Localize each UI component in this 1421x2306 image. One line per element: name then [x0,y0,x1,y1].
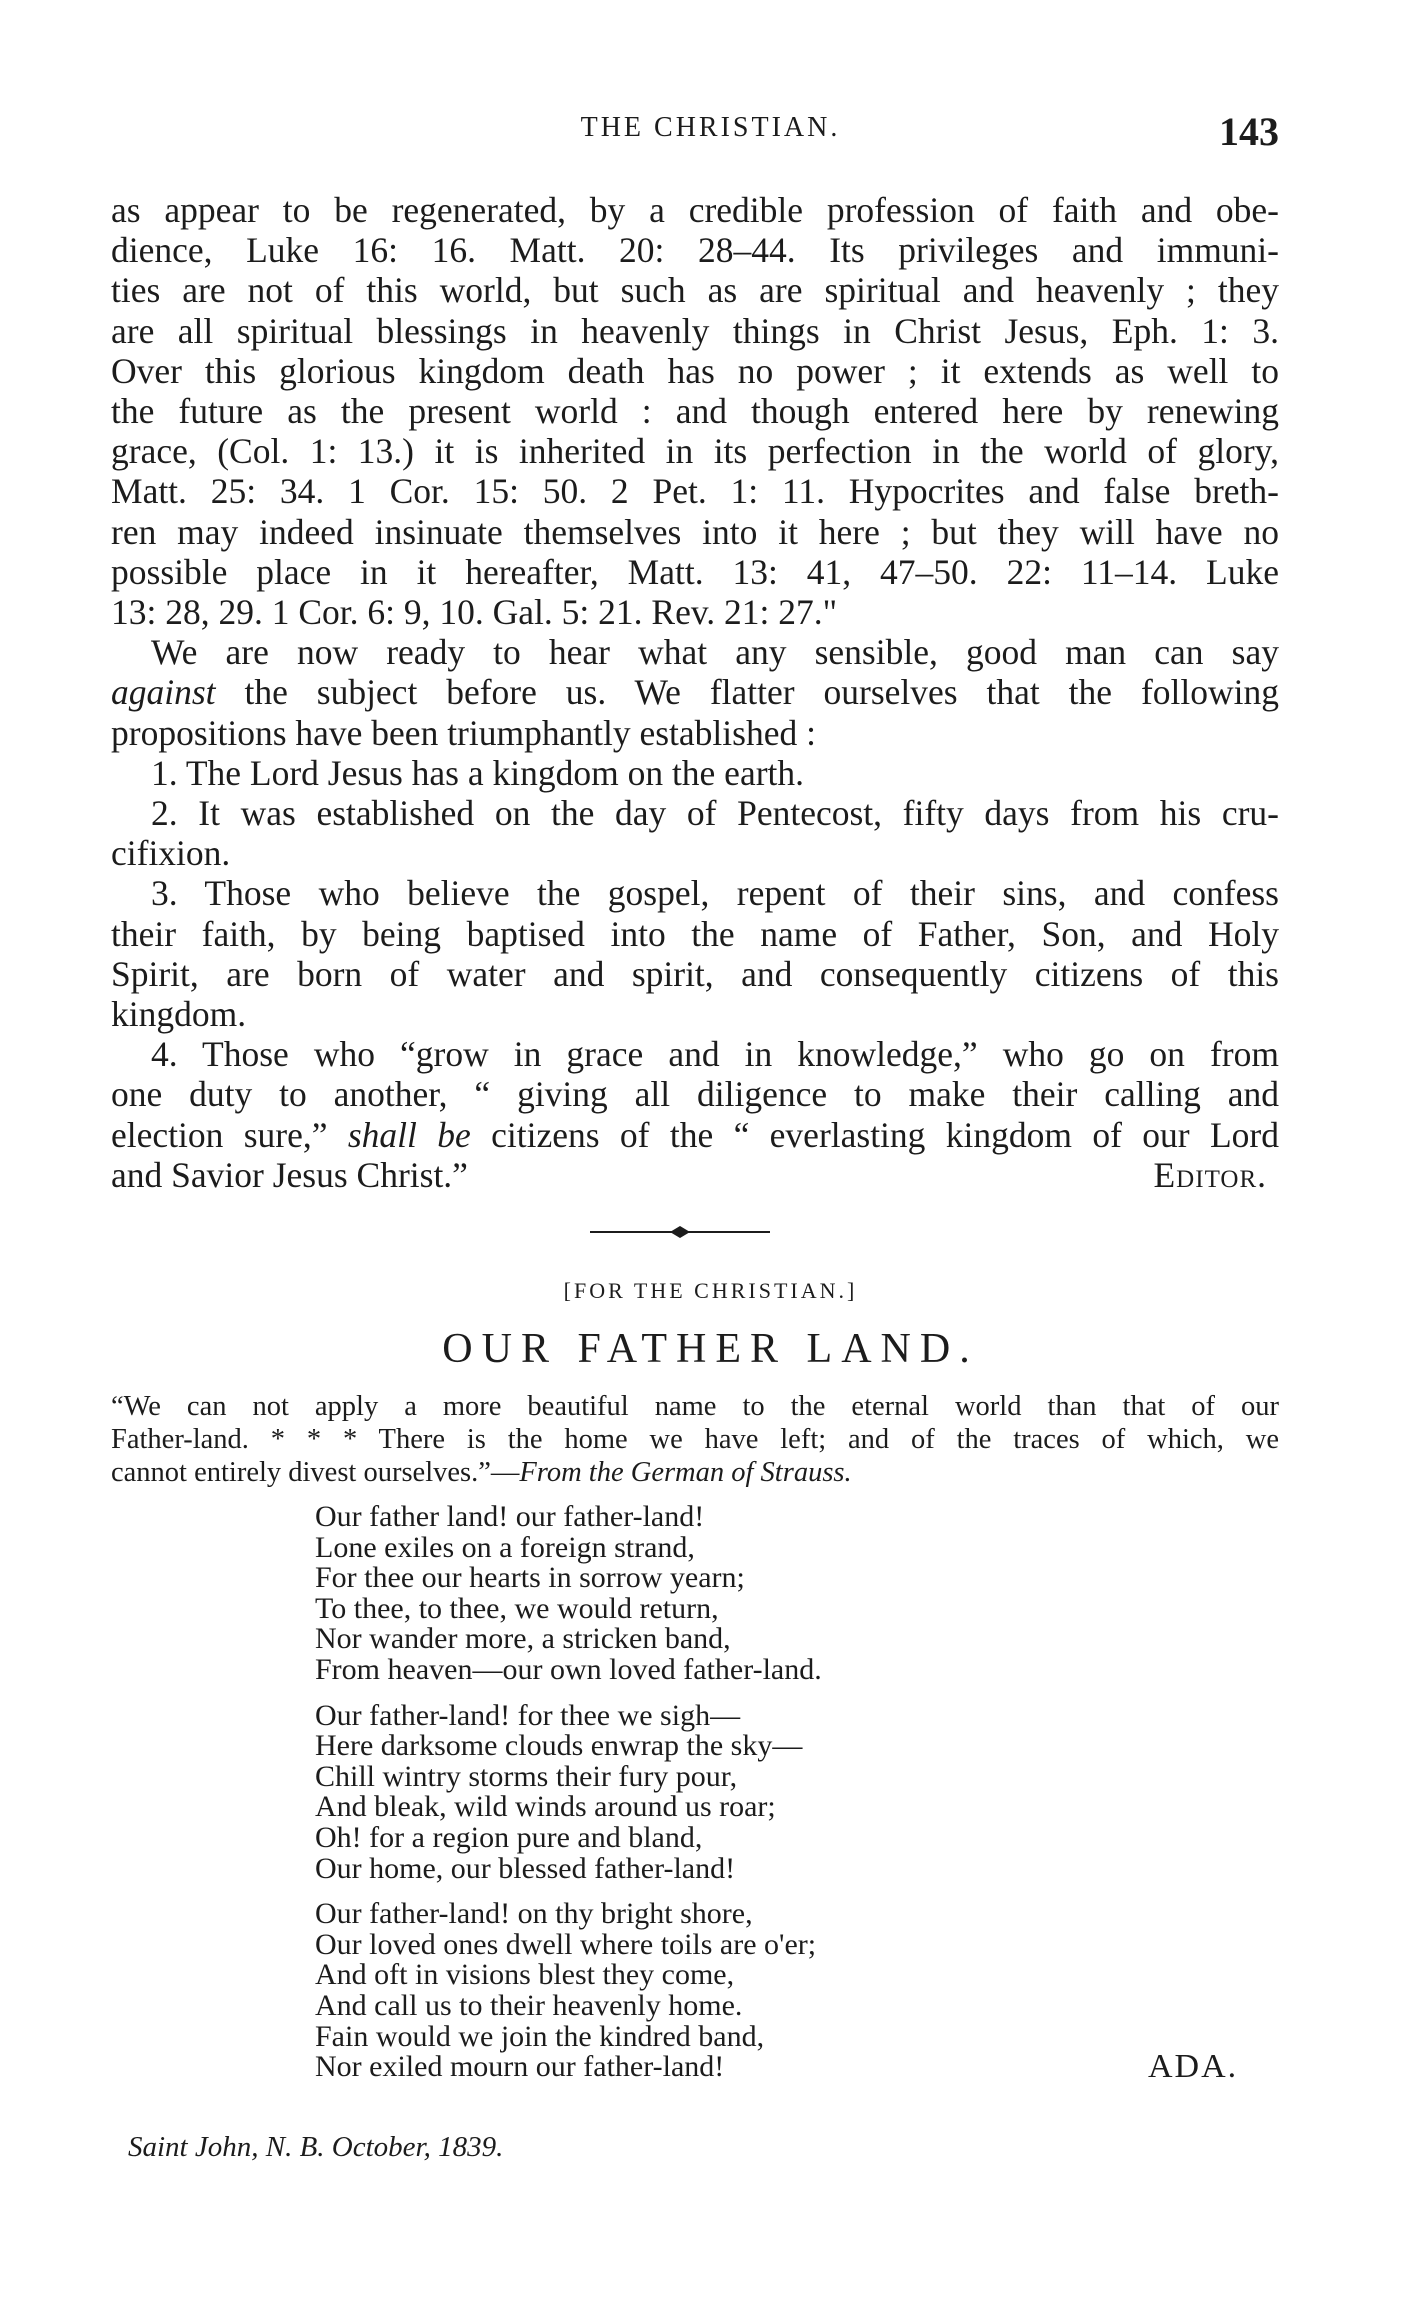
poem-line: Oh! for a region pure and bland, [315,1820,703,1854]
text-line: Father-land. * * * There is the home we have left; and of the traces of which, we [111,1424,1279,1455]
editor-signoff: Editor. [1153,1154,1267,1195]
text-line: election sure,” shall be citizens of the “ everlasting kingdom of our Lord [111,1114,1279,1155]
text-line: Matt. 25: 34. 1 Cor. 15: 50. 2 Pet. 1: 11. Hypocrites and false breth- [111,471,1279,512]
proposition-3: 3. Those who believe the gospel, repent of their sins, and confess [151,873,1279,914]
proposition-2: 2. It was established on the day of Pentecost, fifty days from his cru- [151,793,1279,834]
poem-line: To thee, to thee, we would return, [315,1591,719,1625]
text-line: We are now ready to hear what any sensible, good man can say [151,632,1279,673]
text-line: against the subject before us. We flatter ourselves that the following [111,672,1279,713]
text-line: one duty to another, “ giving all diligence to make their calling and [111,1074,1279,1115]
text-line: dience, Luke 16: 16. Matt. 20: 28–44. Its privileges and immuni- [111,230,1279,271]
text-line: “We can not apply a more beautiful name to the eternal world than that of our [111,1391,1279,1422]
text-line: Spirit, are born of water and spirit, and consequently citizens of this [111,953,1279,994]
text-line: as appear to be regenerated, by a credible profession of faith and obe- [111,190,1279,230]
poem-line: Our loved ones dwell where toils are o'er; [315,1927,817,1961]
text-line: Over this glorious kingdom death has no power ; it extends as well to [111,350,1279,391]
article-body [111,190,1279,1195]
poem-line: Here darksome clouds enwrap the sky— [315,1729,803,1763]
poem-line: Lone exiles on a foreign strand, [315,1530,695,1564]
poem-line: And call us to their heavenly home. [315,1988,743,2022]
text-line: 13: 28, 29. 1 Cor. 6: 9, 10. Gal. 5: 21. Rev. 21: 27." [111,592,838,633]
italic-word: against [111,672,216,713]
text-line: kingdom. [111,994,247,1035]
dateline: Saint John, N. B. October, 1839. [128,2131,504,2163]
stanza [315,1698,1295,1885]
epigraph [111,1390,1279,1489]
poem-line: Fain would we join the kindred band, [315,2019,765,2053]
poem-line: And oft in visions blest they come, [315,1958,735,1992]
proposition-4: 4. Those who “grow in grace and in knowledge,” who go on from [151,1034,1279,1075]
epigraph-source: From the German of Strauss. [519,1457,852,1488]
text-line: ties are not of this world, but such as are spiritual and heavenly ; they [111,270,1279,311]
text-line: propositions have been triumphantly established : [111,712,816,753]
stanza [315,1897,1295,2086]
section-divider-ornament [590,1225,770,1239]
text-line: and Savior Jesus Christ.” Editor. [111,1154,1267,1195]
text-line: grace, (Col. 1: 13.) it is inherited in its perfection in the world of glory, [111,431,1279,472]
poem-line: Nor wander more, a stricken band, [315,1622,731,1656]
poem-line: Our father-land! for thee we sigh— [315,1698,741,1732]
text-line: are all spiritual blessings in heavenly things in Christ Jesus, Eph. 1: 3. [111,310,1279,351]
for-the-christian-note: [FOR THE CHRISTIAN.] [563,1278,858,1303]
text-line: their faith, by being baptised into the name of Father, Son, and Holy [111,913,1279,954]
poem-title: OUR FATHER LAND. [442,1326,979,1372]
stanza [315,1502,1295,1686]
poem-line: Our father land! our father-land! [315,1500,705,1533]
poem-line: Chill wintry storms their fury pour, [315,1759,738,1793]
poem-line: Nor exiled mourn our father-land! ADA. [315,2048,1239,2086]
page-number: 143 [1219,109,1279,154]
text-line: the future as the present world : and though entered here by renewing [111,391,1279,432]
italic-phrase: shall be [347,1114,471,1155]
running-head [0,108,1421,158]
poem [315,1502,1295,2098]
poem-line: Our father-land! on thy bright shore, [315,1897,753,1931]
text-line: possible place in it hereafter, Matt. 13: 41, 47–50. 22: 11–14. Luke [111,551,1279,592]
poem-line: For thee our hearts in sorrow yearn; [315,1561,745,1595]
author-signature: ADA. [1148,2048,1239,2086]
text-line: cannot entirely divest ourselves.”—From the German of Strauss. [111,1457,852,1488]
text-line: cifixion. [111,833,231,874]
poem-line: From heaven—our own loved father-land. [315,1652,822,1686]
poem-line: Our home, our blessed father-land! [315,1851,736,1885]
poem-line: And bleak, wild winds around us roar; [315,1790,776,1824]
proposition-1: 1. The Lord Jesus has a kingdom on the earth. [151,752,805,793]
text-line: ren may indeed insinuate themselves into it here ; but they will have no [111,511,1279,552]
running-title: THE CHRISTIAN. [580,112,841,143]
